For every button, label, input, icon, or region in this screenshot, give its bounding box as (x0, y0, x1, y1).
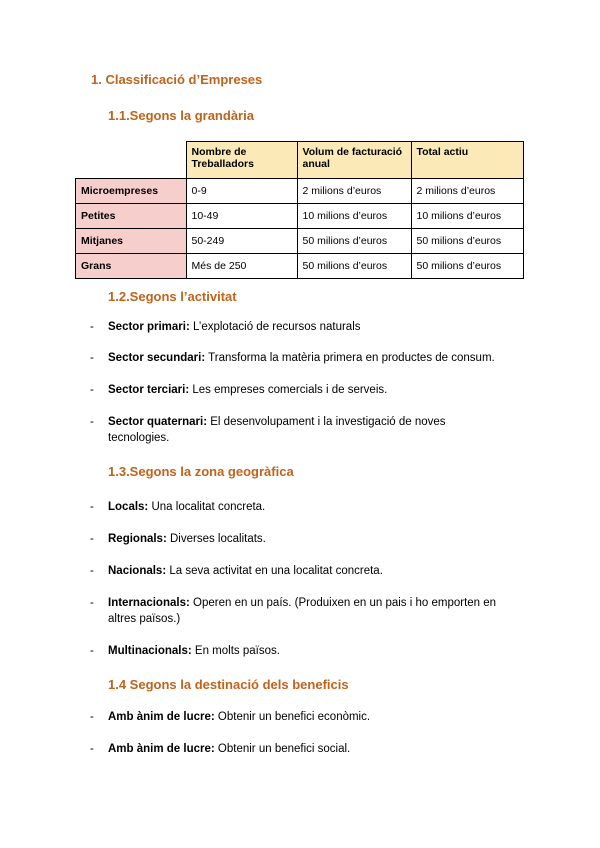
table-cell: 10 milions d’euros (411, 204, 523, 229)
term: Sector terciari: (108, 384, 190, 396)
table-cell: 50 milions d’euros (411, 254, 523, 279)
term: Sector secundari: (108, 352, 206, 364)
table-row-label: Microempreses (76, 179, 187, 204)
list-item (90, 741, 530, 757)
bullet-dash: - (90, 416, 94, 428)
list-item (90, 319, 530, 335)
list-item (90, 643, 530, 659)
term: Regionals: (108, 533, 167, 545)
table-row-label: Mitjanes (76, 229, 187, 254)
table-header-cell: Volum de facturació anual (297, 142, 411, 179)
list-item (90, 563, 530, 579)
section-title-activitat: 1.2.Segons l’activitat (108, 289, 237, 304)
description: Operen en un país. (Produixen en un pais i ho emporten en altres països.) (108, 597, 497, 625)
bullet-dash: - (90, 597, 94, 609)
bullet-dash: - (90, 711, 94, 723)
table-cell: 2 milions d’euros (411, 179, 523, 204)
table-cell: 50 milions d’euros (297, 229, 411, 254)
bullet-dash: - (90, 321, 94, 333)
bullet-dash: - (90, 565, 94, 577)
table-row (76, 179, 524, 204)
table-row-label: Petites (76, 204, 187, 229)
list-item (90, 414, 490, 446)
description: Una localitat concreta. (151, 501, 266, 513)
table-header-row (76, 142, 524, 179)
table-cell: 0-9 (186, 179, 297, 204)
size-table (75, 141, 524, 279)
description: En molts països. (194, 645, 280, 657)
table-cell: 50 milions d’euros (411, 229, 523, 254)
table-row (76, 254, 524, 279)
table-cell: 50 milions d’euros (297, 254, 411, 279)
table-header-cell: Total actiu (411, 142, 523, 179)
term: Nacionals: (108, 565, 167, 577)
description: Diverses localitats. (170, 533, 266, 545)
bullet-dash: - (90, 352, 94, 364)
list-item (90, 595, 522, 627)
description: Obtenir un benefici econòmic. (217, 711, 371, 723)
description: Obtenir un benefici social. (217, 743, 351, 755)
bullet-dash: - (90, 533, 94, 545)
term: Internacionals: (108, 597, 190, 609)
description: El desenvolupament i la investigació de noves tecnologies. (108, 416, 446, 444)
list-item (90, 350, 530, 366)
section-title-zona: 1.3.Segons la zona geogràfica (108, 464, 294, 479)
table-cell: Més de 250 (186, 254, 297, 279)
term: Sector quaternari: (108, 416, 208, 428)
section-title-beneficis: 1.4 Segons la destinació dels beneficis (108, 677, 349, 692)
table-cell: 10 milions d’euros (297, 204, 411, 229)
heading-classificacio: 1. Classificació d’Empreses (91, 72, 263, 87)
description: L’explotació de recursos naturals (193, 321, 361, 333)
bullet-dash: - (90, 384, 94, 396)
term: Sector primari: (108, 321, 190, 333)
table-cell: 10-49 (186, 204, 297, 229)
bullet-dash: - (90, 645, 94, 657)
section-title-grandaria: 1.1.Segons la grandària (108, 108, 254, 123)
table-row (76, 229, 524, 254)
bullet-dash: - (90, 501, 94, 513)
list-item (90, 709, 530, 725)
table-row-label: Grans (76, 254, 187, 279)
table-cell: 2 milions d’euros (297, 179, 411, 204)
list-item (90, 531, 530, 547)
table-row (76, 204, 524, 229)
description: Les empreses comercials i de serveis. (192, 384, 388, 396)
table-header-cell: Nombre de Treballadors (186, 142, 297, 179)
list-item (90, 499, 530, 515)
description: La seva activitat en una localitat concreta. (169, 565, 383, 577)
term: Amb ànim de lucre: (108, 711, 215, 723)
bullet-dash: - (90, 743, 94, 755)
table-corner (76, 142, 187, 179)
term: Locals: (108, 501, 149, 513)
list-item (90, 382, 530, 398)
term: Amb ànim de lucre: (108, 743, 215, 755)
description: Transforma la matèria primera en productes de consum. (208, 352, 495, 364)
table-cell: 50-249 (186, 229, 297, 254)
term: Multinacionals: (108, 645, 192, 657)
